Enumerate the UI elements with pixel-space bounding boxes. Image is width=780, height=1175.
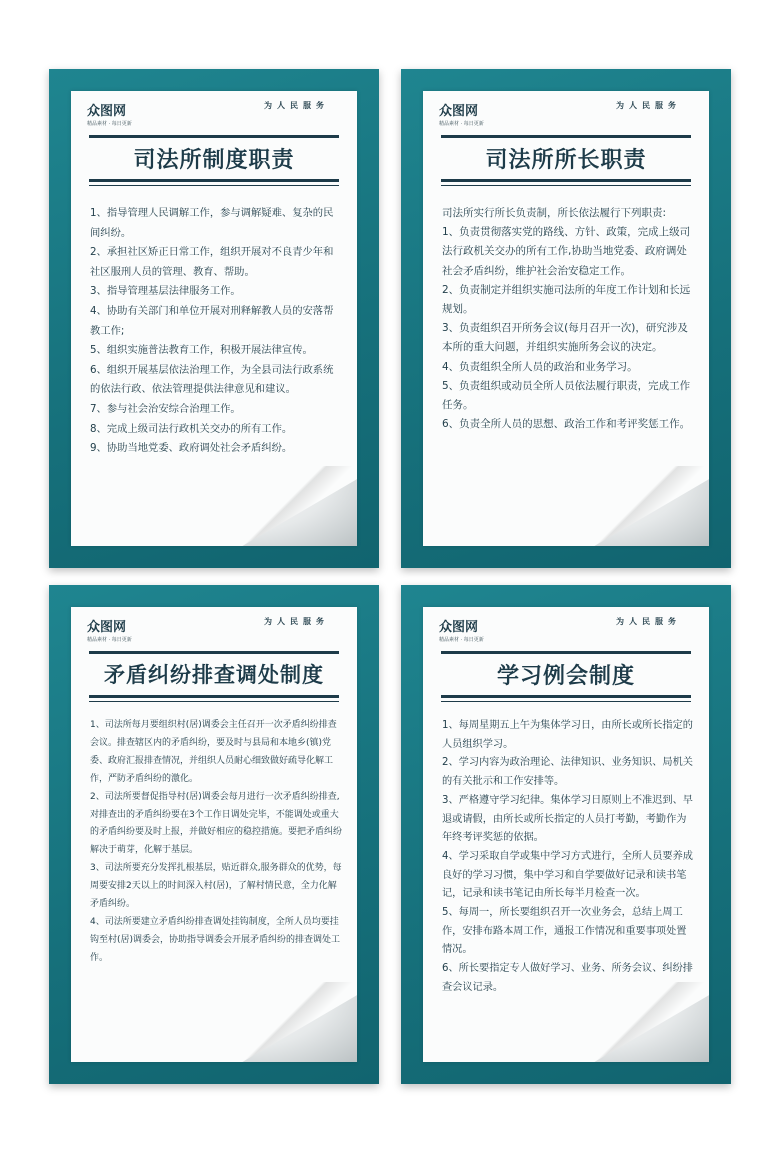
body-line: 2、学习内容为政治理论、法律知识、业务知识、局机关的有关批示和工作安排等。 [442,757,693,788]
logo-subtitle: 精品素材 · 每日更新 [87,121,132,127]
logo-text: 众图网 [87,620,127,635]
motto: 为人民服务 [264,617,329,626]
bottom-rule-thick [441,179,691,182]
logo-subtitle: 精品素材 · 每日更新 [439,637,484,643]
body-line: 4、负责组织全所人员的政治和业务学习。 [442,360,638,373]
paper-sheet [423,607,709,1062]
logo-text: 众图网 [87,104,127,119]
body-line: 3、严格遵守学习纪律。集体学习日原则上不准迟到、早退或请假，由所长或所长指定的人员打考勤，考勤作为年终考评奖惩的依据。 [442,794,693,844]
body-line: 1、负责贯彻落实党的路线、方针、政策，完成上级司法行政机关交办的所有工作,协助当地党委、政府调处社会矛盾纠纷，维护社会治安稳定工作。 [442,226,691,277]
poster-panel-2 [401,69,731,568]
bottom-rule-thick [89,179,339,182]
body-line: 1、司法所每月要组织村(居)调委会主任召开一次矛盾纠纷排查会议。排查辖区内的矛盾纠纷，要及时与县局和本地乡(镇)党委、政府汇报排查情况，并组织人员耐心细致做好疏导化解工作，严防矛盾纠纷的激化。 [90,720,337,784]
body-line: 4、协助有关部门和单位开展对刑释解教人员的安落帮教工作; [90,304,334,337]
bottom-rule-thin [441,185,691,186]
body-line: 6、负责全所人员的思想、政治工作和考评奖惩工作。 [442,418,691,431]
top-rule [441,135,691,138]
body-line: 1、指导管理人民调解工作，参与调解疑难、复杂的民间纠纷。 [90,207,334,239]
logo [87,100,132,127]
body-line: 2、承担社区矫正日常工作，组织开展对不良青少年和社区服刑人员的管理、教育、帮助。 [90,246,334,278]
motto: 为人民服务 [616,101,681,110]
body-line: 8、完成上级司法行政机关交办的所有工作。 [90,422,293,435]
panel-title: 学习例会制度 [496,664,635,689]
logo [439,100,484,127]
bottom-rule-thin [89,185,339,186]
body-line: 5、组织实施普法教育工作，积极开展法律宣传。 [90,344,313,357]
logo [87,616,132,643]
logo-subtitle: 精品素材 · 每日更新 [87,637,132,643]
logo-text: 众图网 [439,104,479,119]
paper-sheet [423,91,709,546]
top-rule [441,651,691,654]
body-line: 4、学习采取自学或集中学习方式进行，全所人员要养成良好的学习习惯，集中学习和自学要做好记录和读书笔记，记录和读书笔记由所长每半月检查一次。 [442,850,693,900]
logo-subtitle: 精品素材 · 每日更新 [439,121,484,127]
body-line: 7、参与社会治安综合治理工作。 [90,402,241,415]
body-line: 司法所实行所长负责制，所长依法履行下列职责: [442,207,667,219]
bottom-rule-thick [441,695,691,698]
body-line: 3、指导管理基层法律服务工作。 [90,285,241,298]
body-line: 6、组织开展基层依法治理工作，为全县司法行政系统的依法行政、依法管理提供法律意见和建议。 [90,363,334,396]
panel-title: 司法所制度职责 [133,148,295,173]
body-line: 2、司法所要督促指导村(居)调委会每月进行一次矛盾纠纷排查,对排查出的矛盾纠纷要在3个工作日调处完毕，不能调处或重大的矛盾纠纷要及时上报，并做好相应的稳控措施。要把矛盾纠纷解决于萌芽，化解于基层。 [90,791,343,856]
bottom-rule-thin [441,701,691,702]
logo-text: 众图网 [439,620,479,635]
top-rule [89,135,339,138]
body-line: 1、每周星期五上午为集体学习日，由所长或所长指定的人员组织学习。 [442,720,693,750]
panel-title: 矛盾纠纷排查调处制度 [104,663,324,687]
body-line: 4、司法所要建立矛盾纠纷排查调处挂钩制度，全所人员均要挂钩至村(居)调委会，协助指导调委会开展矛盾纠纷的排查调处工作。 [90,916,341,963]
top-rule [89,651,339,654]
bottom-rule-thick [89,695,339,698]
poster-panel-3 [49,585,379,1084]
poster-panel-4 [401,585,731,1084]
poster-panel-1 [49,69,379,568]
body-line: 5、每周一，所长要组织召开一次业务会，总结上周工作，安排布路本周工作，通报工作情况和重要事项处置情况。 [442,907,687,956]
bottom-rule-thin [89,701,339,702]
panel-body [90,717,343,968]
body-line: 3、负责组织召开所务会议(每月召开一次)，研究涉及本所的重大问题，并组织实施所务会议的决定。 [442,322,688,354]
panel-body [90,204,343,459]
body-line: 2、负责制定并组织实施司法所的年度工作计划和长远规划。 [442,283,691,316]
motto: 为人民服务 [616,617,681,626]
panel-title: 司法所所长职责 [485,148,647,173]
panel-body [442,204,695,434]
body-line: 3、司法所要充分发挥扎根基层，贴近群众,服务群众的优势，每周要安排2天以上的时间深入村(居)，了解村情民意，全力化解矛盾纠纷。 [90,863,342,910]
logo [439,616,484,643]
motto: 为人民服务 [264,101,329,110]
body-line: 5、负责组织或动员全所人员依法履行职责，完成工作任务。 [442,379,691,412]
panel-body [442,717,695,998]
body-line: 6、所长要指定专人做好学习、业务、所务会议、纠纷排查会议记录。 [442,963,693,993]
body-line: 9、协助当地党委、政府调处社会矛盾纠纷。 [90,442,293,455]
paper-sheet [71,91,357,546]
paper-sheet [71,607,357,1062]
